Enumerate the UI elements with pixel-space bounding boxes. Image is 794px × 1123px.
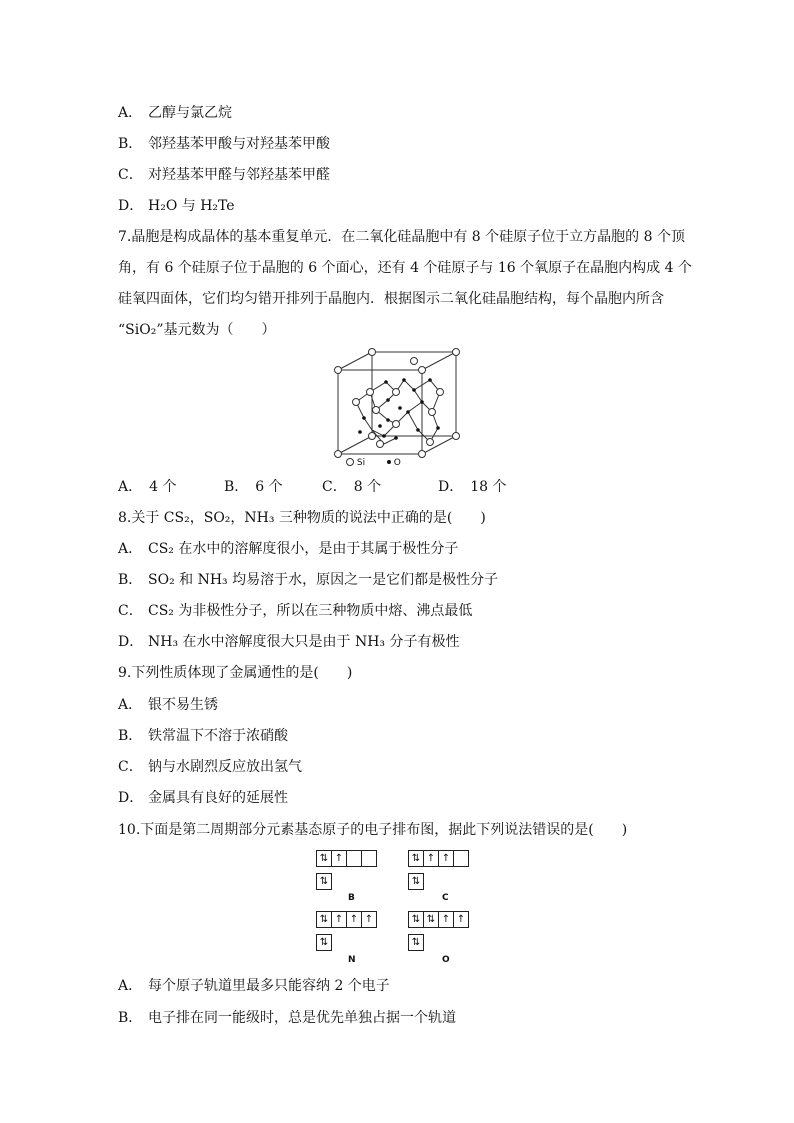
option-letter: B． <box>118 728 143 744</box>
q8-option-a <box>118 539 458 559</box>
q9-option-d <box>118 788 288 808</box>
orbital-diagrams-figure <box>314 850 484 966</box>
orbital-paired-icon: ⇅ <box>409 912 424 927</box>
option-text: 钠与水剧烈反应放出氢气 <box>148 759 302 775</box>
option-text: 对羟基苯甲醛与邻羟基苯甲醛 <box>148 167 330 183</box>
orbital-o-1s <box>408 934 424 951</box>
option-letter: D． <box>118 198 144 214</box>
option-text: CS₂ 为非极性分子，所以在三种物质中熔、沸点最低 <box>148 603 473 619</box>
orbital-paired-icon: ⇅ <box>424 912 439 927</box>
orbital-single-up-icon: ↑ <box>347 912 362 927</box>
orbital-n-1s <box>316 934 332 951</box>
option-letter: D． <box>118 634 144 650</box>
q9-stem: 9.下列性质体现了金属通性的是( ) <box>118 665 353 681</box>
q6-option-c <box>118 165 330 185</box>
orbital-empty <box>454 851 468 866</box>
option-letter: A． <box>118 541 143 557</box>
q7-option-b: B． 6 个 <box>224 479 283 495</box>
q7-stem-line-4: “SiO₂”基元数为（ ） <box>118 322 276 338</box>
q6-option-a <box>118 103 232 123</box>
orbital-single-up-icon: ↑ <box>456 914 466 925</box>
si-legend-label: Si <box>356 458 366 468</box>
orbital-single-up-icon: ↑ <box>439 851 454 866</box>
orbital-paired-icon: ⇅ <box>319 937 329 948</box>
orbital-paired-icon: ⇅ <box>317 912 332 927</box>
q6-option-b <box>118 134 330 154</box>
orbital-paired-icon: ⇅ <box>411 937 421 948</box>
orbital-label-n: N <box>348 955 356 965</box>
orbital-single-up-icon: ↑ <box>439 912 454 927</box>
orbital-label-o: O <box>442 955 450 965</box>
q9-option-a <box>118 695 218 715</box>
orbital-paired-icon: ⇅ <box>411 876 421 887</box>
q7-stem-line-1: 7.晶胞是构成晶体的基本重复单元．在二氧化硅晶胞中有 8 个硅原子位于立方晶胞的 8 个顶 <box>118 229 685 245</box>
option-text: 乙醇与氯乙烷 <box>148 105 232 121</box>
option-text: 银不易生锈 <box>148 697 218 713</box>
orbital-single-up-icon: ↑ <box>332 912 347 927</box>
orbital-paired-icon: ⇅ <box>409 851 424 866</box>
orbital-paired-icon: ⇅ <box>319 876 329 887</box>
q8-option-d <box>118 632 460 652</box>
option-letter: B． <box>118 572 143 588</box>
q10-stem: 10.下面是第二周期部分元素基态原子的电子排布图，据此下列说法错误的是( ) <box>118 822 628 838</box>
option-letter: A． <box>118 697 143 713</box>
orbital-o-2s2p <box>408 911 469 928</box>
orbital-b-2s2p <box>316 850 377 867</box>
q6-option-d <box>118 196 235 216</box>
q7-option-a: A． 4 个 <box>118 479 177 495</box>
option-letter: B． <box>118 1010 143 1026</box>
option-text: 金属具有良好的延展性 <box>148 790 288 806</box>
q7-stem-line-3: 硅氧四面体，它们均匀错开排列于晶胞内．根据图示二氧化硅晶胞结构，每个晶胞内所含 <box>118 291 664 307</box>
orbital-label-b: B <box>348 893 355 903</box>
orbital-single-up-icon: ↑ <box>364 914 374 925</box>
sio2-unit-cell-figure <box>334 344 460 472</box>
orbital-empty <box>362 851 376 866</box>
option-letter: D． <box>118 790 144 806</box>
q8-option-c <box>118 601 472 621</box>
option-text: CS₂ 在水中的溶解度很小，是由于其属于极性分子 <box>148 541 459 557</box>
option-letter: A． <box>118 105 143 121</box>
option-text: 邻羟基苯甲酸与对羟基苯甲酸 <box>148 136 330 152</box>
orbital-c-1s <box>408 873 424 890</box>
orbital-empty <box>347 851 362 866</box>
orbital-c-2s2p <box>408 850 469 867</box>
option-text: 铁常温下不溶于浓硝酸 <box>148 728 288 744</box>
o-legend-icon <box>387 460 391 464</box>
q7-option-c: C． 8 个 <box>322 479 382 495</box>
orbital-single-up-icon: ↑ <box>424 851 439 866</box>
q9-option-c <box>118 757 302 777</box>
option-letter: C． <box>118 759 143 775</box>
orbital-b-1s <box>316 873 332 890</box>
orbital-single-up-icon: ↑ <box>332 851 347 866</box>
orbital-paired-icon: ⇅ <box>317 851 332 866</box>
option-letter: B． <box>118 136 143 152</box>
orbital-n-2s2p <box>316 911 377 928</box>
orbital-label-c: C <box>442 893 449 903</box>
figure-legend <box>346 458 401 468</box>
q9-option-b <box>118 726 288 746</box>
q10-option-b <box>118 1008 456 1028</box>
option-letter: C． <box>118 603 143 619</box>
option-text: NH₃ 在水中溶解度很大只是由于 NH₃ 分子有极性 <box>148 634 460 650</box>
option-text: 每个原子轨道里最多只能容纳 2 个电子 <box>148 978 390 994</box>
unit-cell-diagram <box>334 344 460 472</box>
o-legend-label: O <box>393 458 401 468</box>
q8-option-b <box>118 570 498 590</box>
si-legend-icon <box>346 458 354 466</box>
q8-stem: 8.关于 CS₂，SO₂，NH₃ 三种物质的说法中正确的是( ) <box>118 510 486 526</box>
option-text: H₂O 与 H₂Te <box>148 198 235 214</box>
q7-stem-line-2: 角，有 6 个硅原子位于晶胞的 6 个面心，还有 4 个硅原子与 16 个氧原子在晶胞内构成 4 个 <box>118 260 692 276</box>
option-text: 电子排在同一能级时，总是优先单独占据一个轨道 <box>148 1010 456 1026</box>
q7-option-d: D． 18 个 <box>438 479 507 495</box>
option-letter: C． <box>118 167 143 183</box>
q10-option-a <box>118 976 390 996</box>
option-text: SO₂ 和 NH₃ 均易溶于水，原因之一是它们都是极性分子 <box>148 572 499 588</box>
option-letter: A． <box>118 978 143 994</box>
